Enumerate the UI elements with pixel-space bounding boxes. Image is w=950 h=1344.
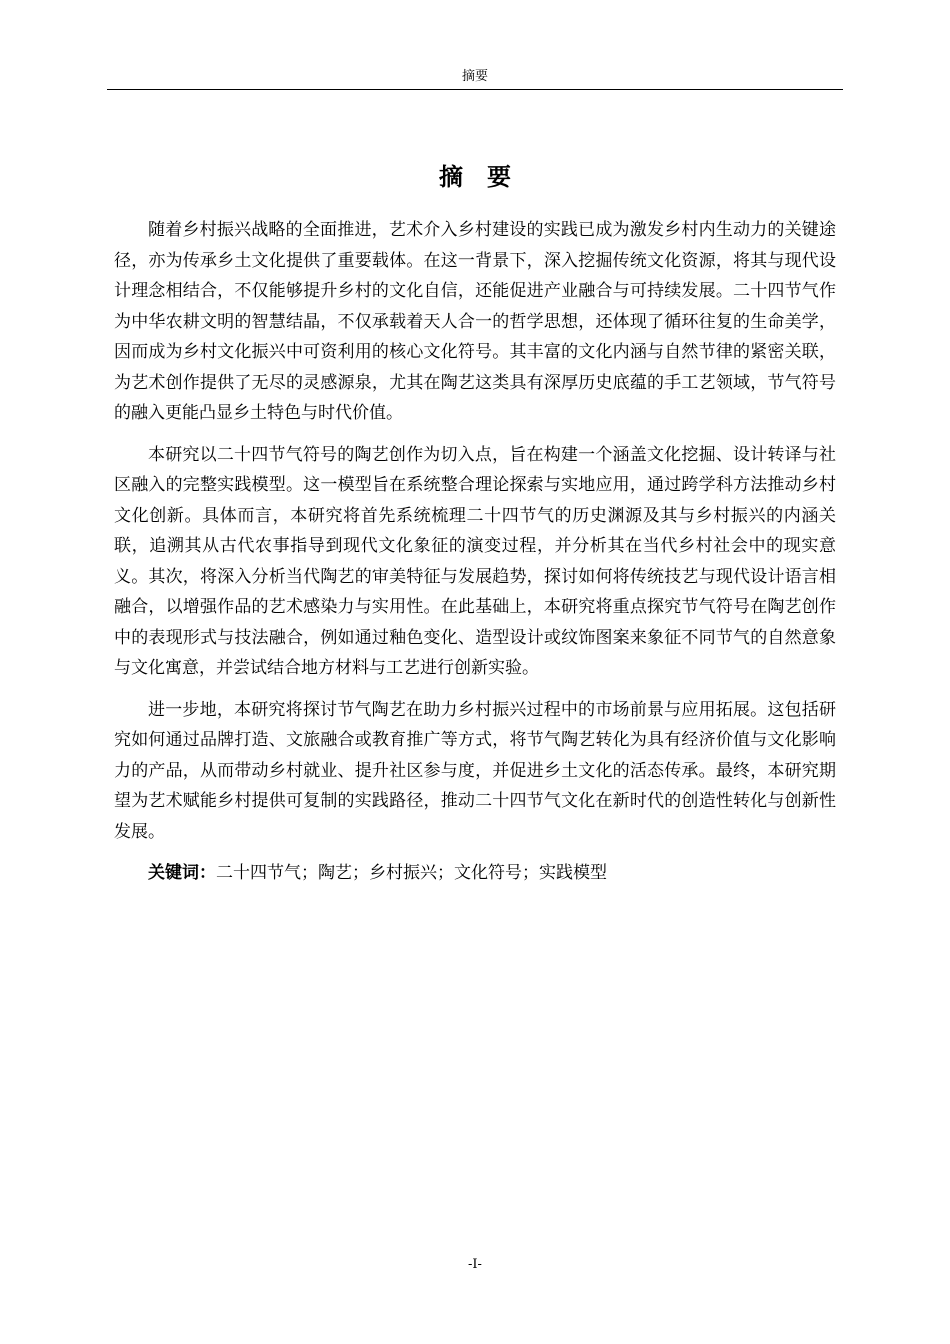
abstract-paragraph-1: 随着乡村振兴战略的全面推进，艺术介入乡村建设的实践已成为激发乡村内生动力的关键途径，亦为传承乡土文化提供了重要载体。在这一背景下，深入挖掘传统文化资源，将其与现代设计理念相结合，不仅能够提升乡村的文化自信，还能促进产业融合与可持续发展。二十四节气作为中华农耕文明的智慧结晶，不仅承载着天人合一的哲学思想，还体现了循环往复的生命美学，因而成为乡村文化振兴中可资利用的核心文化符号。其丰富的文化内涵与自然节律的紧密关联，为艺术创作提供了无尽的灵感源泉，尤其在陶艺这类具有深厚历史底蕴的手工艺领域，节气符号的融入更能凸显乡土特色与时代价值。 xyxy=(114,220,836,423)
header-divider xyxy=(107,89,843,90)
page-title: 摘要 xyxy=(439,162,535,191)
keywords-label: 关键词： xyxy=(148,863,216,883)
abstract-body xyxy=(114,215,836,888)
keywords-text: 二十四节气；陶艺；乡村振兴；文化符号；实践模型 xyxy=(216,863,607,883)
page-number: -I- xyxy=(468,1257,482,1272)
keywords-line xyxy=(114,858,836,888)
abstract-paragraph-3: 进一步地，本研究将探讨节气陶艺在助力乡村振兴过程中的市场前景与应用拓展。这包括研究如何通过品牌打造、文旅融合或教育推广等方式，将节气陶艺转化为具有经济价值与文化影响力的产品，从而带动乡村就业、提升社区参与度，并促进乡土文化的活态传承。最终，本研究期望为艺术赋能乡村提供可复制的实践路径，推动二十四节气文化在新时代的创造性转化与创新性发展。 xyxy=(114,699,836,842)
abstract-paragraph-2: 本研究以二十四节气符号的陶艺创作为切入点，旨在构建一个涵盖文化挖掘、设计转译与社区融入的完整实践模型。这一模型旨在系统整合理论探索与实地应用，通过跨学科方法推动乡村文化创新。具体而言，本研究将首先系统梳理二十四节气的历史渊源及其与乡村振兴的内涵关联，追溯其从古代农事指导到现代文化象征的演变过程，并分析其在当代乡村社会中的现实意义。其次，将深入分析当代陶艺的审美特征与发展趋势，探讨如何将传统技艺与现代设计语言相融合，以增强作品的艺术感染力与实用性。在此基础上，本研究将重点探究节气符号在陶艺创作中的表现形式与技法融合，例如通过釉色变化、造型设计或纹饰图案来象征不同节气的自然意象与文化寓意，并尝试结合地方材料与工艺进行创新实验。 xyxy=(114,444,836,678)
running-header: 摘要 xyxy=(461,69,488,84)
